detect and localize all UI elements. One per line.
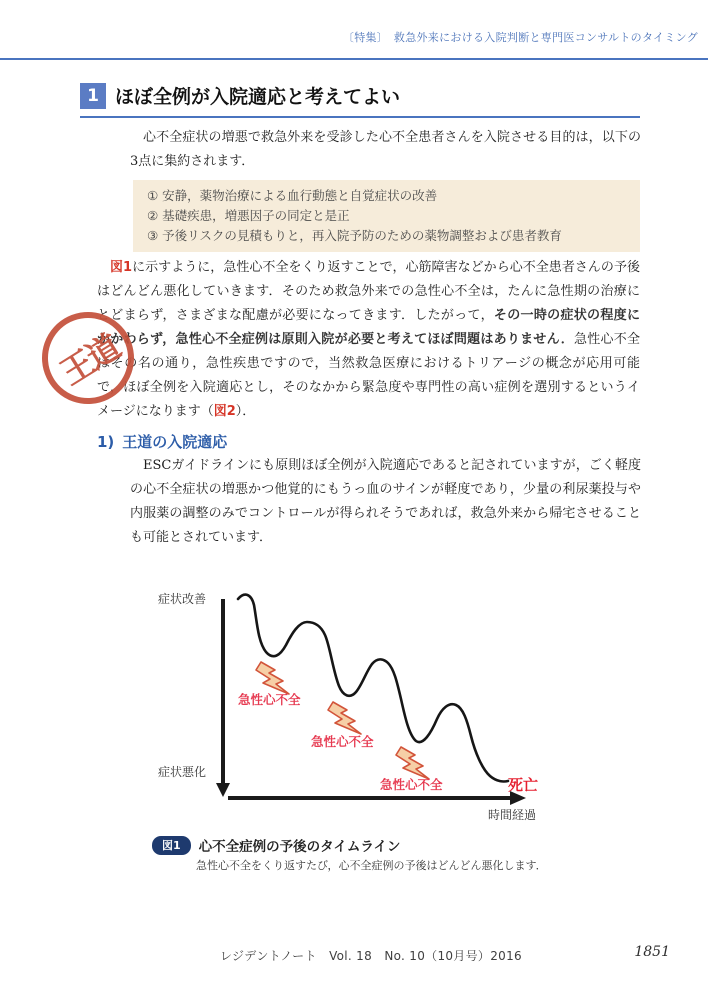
main-paragraph-seg1: に示すように，急性心不全をくり返すことで，心筋障害などから心不全患者さんの予後はどんどん悪化していきます．そのため救急外来での急性心不全は，たんに急性期の治療にとどまらず，さまざまな配慮が必要になってきます．したがって， [97, 260, 640, 323]
lightning-bolt-icon [328, 702, 361, 734]
death-label: 死亡 [508, 776, 539, 794]
y-axis-bottom-label: 症状悪化 [158, 765, 207, 779]
subsection-heading [97, 431, 227, 452]
main-paragraph-seg2: 急性心不全はその名の通り，急性疾患ですので，当然救急医療におけるトリアージの概念が応用可能で，ほぼ全例を入院適応とし，そのなかから緊急度や専門性の高い症例を選別するというイメージになります（ [97, 332, 640, 419]
subsection-label: 1) [97, 433, 115, 451]
timeline-chart-svg [150, 585, 580, 833]
admission-goals-box [133, 180, 640, 252]
main-paragraph-seg3: ）． [235, 404, 256, 419]
feature-header: 〔特集〕 救急外来における入院判断と専門医コンサルトのタイミング [342, 31, 698, 44]
figure2-reference: 図2 [213, 404, 236, 419]
lightning-bolt-icon [396, 747, 429, 779]
main-paragraph-emphasis: その一時の症状の程度にかかわらず，急性心不全症例は原則入院が必要と考えてほぼ問題はありません． [97, 308, 640, 347]
footer-page-number: 1851 [634, 944, 670, 960]
prognosis-timeline-chart [150, 585, 580, 833]
figure-caption [152, 835, 400, 855]
section-number-badge: 1 [80, 83, 106, 109]
sub-paragraph: ESCガイドラインにも原則ほぼ全例が入院適応であると記されていますが，ごく軽度の心不全症状の増悪かつ他覚的にもうっ血のサインが軽度であり，少量の利尿薬投与や内服薬の調整のみでコントロールが得られそうであれば，救急外来から帰宅させることも可能とされています． [130, 458, 641, 545]
header-rule [0, 58, 708, 60]
event-label-2: 急性心不全 [311, 734, 374, 749]
intro-paragraph: 心不全症状の増悪で救急外来を受診した心不全患者さんを入院させる目的は，以下の3点に集約されます． [130, 130, 641, 169]
stamp-text: 王道 [53, 327, 125, 393]
figure-title: 心不全症例の予後のタイムライン [198, 839, 401, 855]
figure-subcaption: 急性心不全をくり返すたび，心不全症例の予後はどんどん悪化します． [196, 859, 547, 872]
section-title: ほぼ全例が入院適応と考えてよい [115, 86, 401, 108]
section-underline [80, 116, 640, 118]
lightning-bolt-icon [256, 662, 289, 694]
figure1-reference: 図1 [110, 260, 133, 275]
event-label-3: 急性心不全 [380, 777, 443, 792]
y-axis-arrowhead-icon [216, 783, 230, 797]
goal-item-2: ② 基礎疾患，増悪因子の同定と是正 [147, 208, 350, 223]
event-label-1: 急性心不全 [238, 692, 301, 707]
goal-item-1: ① 安静，薬物治療による血行動態と自覚症状の改善 [147, 188, 438, 203]
subsection-title: 王道の入院適応 [122, 433, 228, 451]
main-paragraph [97, 256, 640, 424]
x-axis-label: 時間経過 [488, 808, 537, 822]
y-axis-top-label: 症状改善 [158, 592, 207, 606]
goal-item-3: ③ 予後リスクの見積もりと，再入院予防のための薬物調整および患者教育 [147, 228, 562, 243]
footer-journal-line: レジデントノート Vol. 18 No. 10（10月号）2016 [220, 949, 522, 963]
figure-tag-pill: 図1 [152, 836, 191, 855]
section-heading [80, 82, 640, 109]
